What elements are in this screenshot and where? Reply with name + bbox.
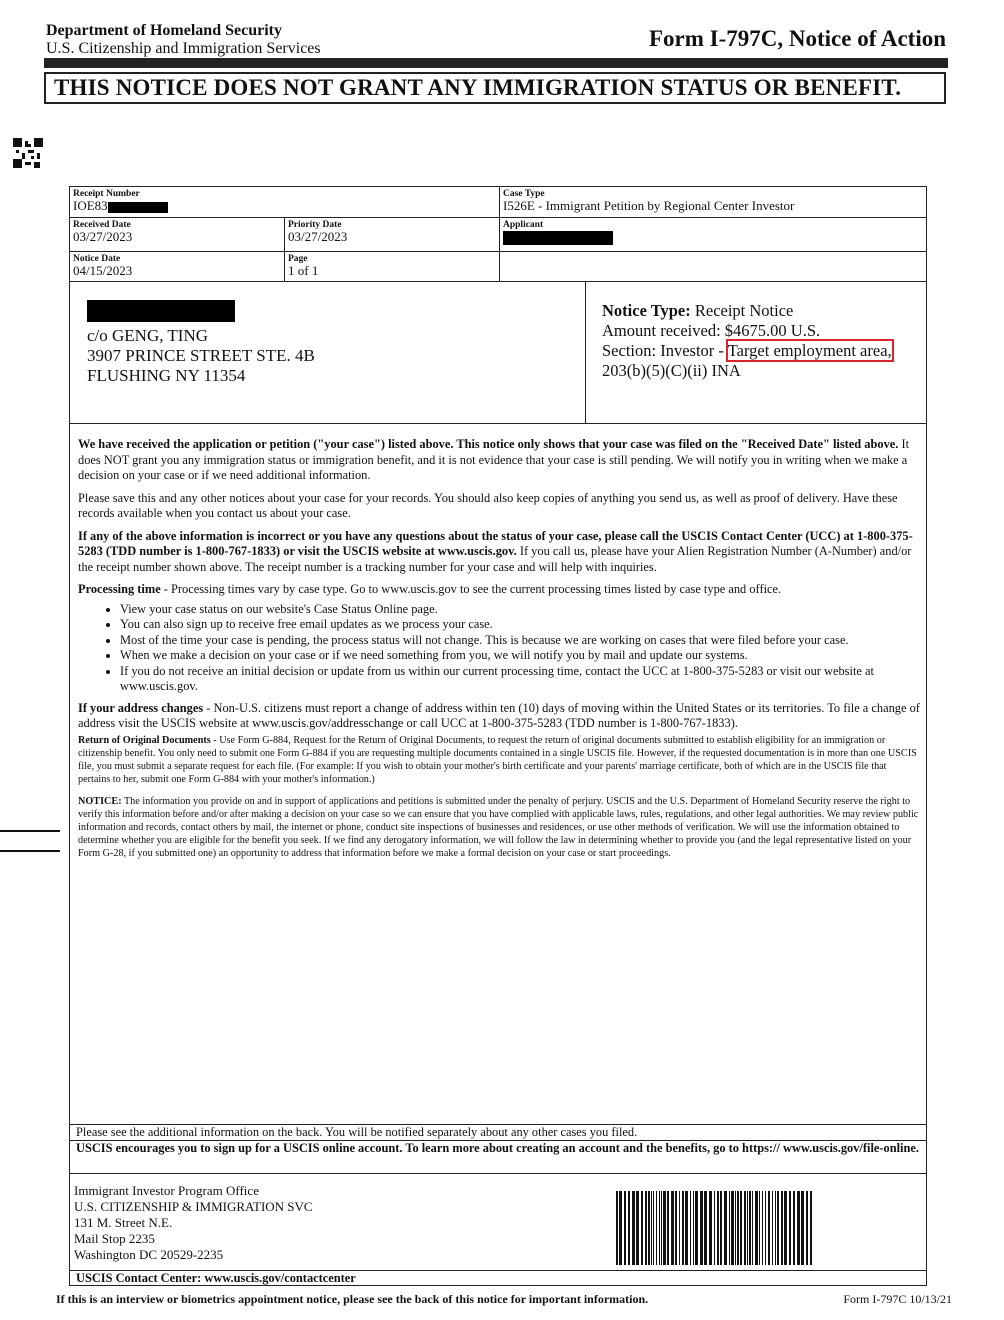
address-line: FLUSHING NY 11354	[87, 366, 246, 385]
received-date-label: Received Date	[73, 220, 131, 230]
section-prefix: Section: Investor -	[602, 341, 724, 360]
body-text: - Use Form G-884, Request for the Return of Original Documents, to request the return of original documents submitted to establish eligibility for an immigration or citizenship benefit. You only need to submit one Form G-884 if you are requesting multiple documents contained in a single USCIS file. However, if the requested documentation is in more than one USCIS file, you must submit a separate request for each file. (For example: If you wish to obtain your mother's birth certificate and your parents' marriage certificate, both of which are in the USCIS file that pertains to her, submit one Form G-884 with your mother's information.)	[78, 734, 917, 785]
notice-body	[78, 437, 920, 867]
redaction-bar	[87, 300, 235, 322]
list-item: • When we make a decision on your case or if we need something from you, we will notify you by mail and update our systems.	[120, 648, 920, 664]
body-bold: Return of Original Documents	[78, 734, 211, 746]
notice-type-value: Receipt Notice	[694, 301, 794, 320]
list-item: • View your case status on our website's Case Status Online page.	[120, 602, 920, 618]
margin-mark	[0, 850, 60, 852]
body-text: - Non-U.S. citizens must report a change of address within ten (10) days of moving within the United States or its territories. To file a change of address visit the USCIS website at www.uscis.gov/addresschange or call UCC at 1-800-375-5283 (TDD number is 1-800-767-1833).	[78, 700, 920, 730]
page-cell	[285, 252, 500, 282]
status-banner: THIS NOTICE DOES NOT GRANT ANY IMMIGRATION STATUS OR BENEFIT.	[44, 72, 946, 104]
notice-date-cell	[70, 252, 285, 282]
receipt-number-label: Receipt Number	[73, 189, 140, 199]
body-bold: Processing time	[78, 582, 161, 596]
body-bold: If your address changes	[78, 700, 204, 715]
body-text: Please save this and any other notices about your case for your records. You should also keep copies of anything you send us, as well as proof of delivery. Have these records available when you contact us about your case.	[78, 490, 898, 520]
notice-type-label: Notice Type:	[602, 301, 691, 320]
processing-list	[78, 602, 920, 695]
page-value: 1 of 1	[288, 263, 319, 278]
barcode-icon	[616, 1191, 812, 1265]
page-label: Page	[288, 254, 308, 264]
form-title: Form I-797C, Notice of Action	[648, 26, 946, 51]
body-bold: If any of the above information is incorrect or you have any questions about the status of your case, please call the USCIS Contact Center (UCC) at 1-800-375-5283 (TDD number is 1-800-767-1833) or visit the USCIS website at www.uscis.gov.	[78, 528, 913, 558]
notice-info-cell	[586, 282, 926, 424]
body-text: If you call us, please have your Alien Registration Number (A-Number) and/or the receipt number shown above. The receipt number is a tracking number for your case and will help with inquiries.	[78, 544, 912, 574]
margin-mark	[0, 830, 60, 832]
receipt-number-cell	[70, 187, 500, 218]
case-type-label: Case Type	[503, 189, 545, 199]
redaction-bar	[108, 202, 168, 213]
amount-received: Amount received: $4675.00 U.S.	[602, 321, 821, 340]
office-line: Immigrant Investor Program Office	[74, 1183, 259, 1198]
office-line: Mail Stop 2235	[74, 1231, 155, 1246]
empty-cell	[500, 252, 926, 282]
agency-name: Department of Homeland Security	[46, 22, 282, 39]
body-bold: We have received the application or petition ("your case") listed above. This notice only shows that your case was filed on the "Received Date" listed above.	[78, 437, 899, 451]
receipt-number-value: IOE83	[73, 198, 108, 213]
mailing-address-cell	[70, 282, 586, 424]
priority-date-label: Priority Date	[288, 220, 342, 230]
address-line: 3907 PRINCE STREET STE. 4B	[87, 346, 315, 365]
agency-subname: U.S. Citizenship and Immigration Services	[46, 40, 321, 57]
body-text: The information you provide on and in support of applications and petitions is submitted under the penalty of perjury. USCIS and the U.S. Department of Homeland Security reserve the right to verify this information before and/or after making a decision on your case so we can ensure that you have complied with applicable laws, rules, regulations, and other legal authorities. We may review public information and records, contact others by mail, the internet or phone, conduct site inspections of businesses and residences, or use other methods of verification. We will use the information obtained to determine whether you are eligible for the benefit you seek. If we find any derogatory information, we will follow the law in determining whether to provide you (and the legal representative listed on your Form G-28, if you submitted one) an opportunity to address that information before we make a formal decision on your case or start proceedings.	[78, 795, 919, 859]
priority-date-cell	[285, 218, 500, 252]
priority-date-value: 03/27/2023	[288, 229, 348, 244]
list-item: • You can also sign up to receive free email updates as we process your case.	[120, 617, 920, 633]
redaction-bar	[503, 231, 613, 245]
divider	[70, 1173, 926, 1174]
header-rule	[44, 58, 948, 68]
qr-code-icon	[13, 138, 43, 168]
list-item: • Most of the time your case is pending, the process status will not change. This is because we are working on cases that were filed before your case.	[120, 633, 920, 649]
office-line: 131 M. Street N.E.	[74, 1215, 173, 1230]
notice-date-label: Notice Date	[73, 254, 121, 264]
received-date-cell	[70, 218, 285, 252]
section-highlight: Target employment area,	[727, 341, 892, 360]
agency-header	[46, 22, 321, 58]
body-bold: NOTICE:	[78, 795, 122, 807]
case-type-cell	[500, 187, 926, 218]
body-text: It does NOT grant you any immigration status or immigration benefit, and it is not evidence that your case is still pending. We will notify you in writing when we make a decision on your case or if we need additional information.	[78, 437, 910, 482]
contact-center-text: USCIS Contact Center: www.uscis.gov/contactcenter	[76, 1271, 356, 1285]
additional-info-text: Please see the additional information on the back. You will be notified separately about any other cases you filed.	[76, 1125, 638, 1139]
office-line: Washington DC 20529-2235	[74, 1247, 224, 1262]
case-type-value: I526E - Immigrant Petition by Regional Center Investor	[503, 198, 795, 213]
body-text: - Processing times vary by case type. Go to www.uscis.gov to see the current processing times listed by case type and office.	[160, 582, 782, 596]
form-version: Form I-797C 10/13/21	[843, 1292, 952, 1306]
office-line: U.S. CITIZENSHIP & IMMIGRATION SVC	[74, 1199, 313, 1214]
applicant-label: Applicant	[503, 220, 544, 230]
online-account-text: USCIS encourages you to sign up for a USCIS online account. To learn more about creating an account and the benefits, go to https:// www.uscis.gov/file-online.	[76, 1141, 919, 1155]
received-date-value: 03/27/2023	[73, 229, 133, 244]
office-address	[74, 1183, 313, 1263]
address-line: c/o GENG, TING	[87, 326, 209, 345]
applicant-cell	[500, 218, 926, 252]
bottom-note: If this is an interview or biometrics appointment notice, please see the back of this notice for important information.	[56, 1292, 649, 1306]
notice-date-value: 04/15/2023	[73, 263, 133, 278]
section-line2: 203(b)(5)(C)(ii) INA	[602, 361, 741, 380]
list-item: • If you do not receive an initial decision or update from us within our current processing time, contact the UCC at 1-800-375-5283 or visit our website at www.uscis.gov.	[120, 664, 920, 695]
